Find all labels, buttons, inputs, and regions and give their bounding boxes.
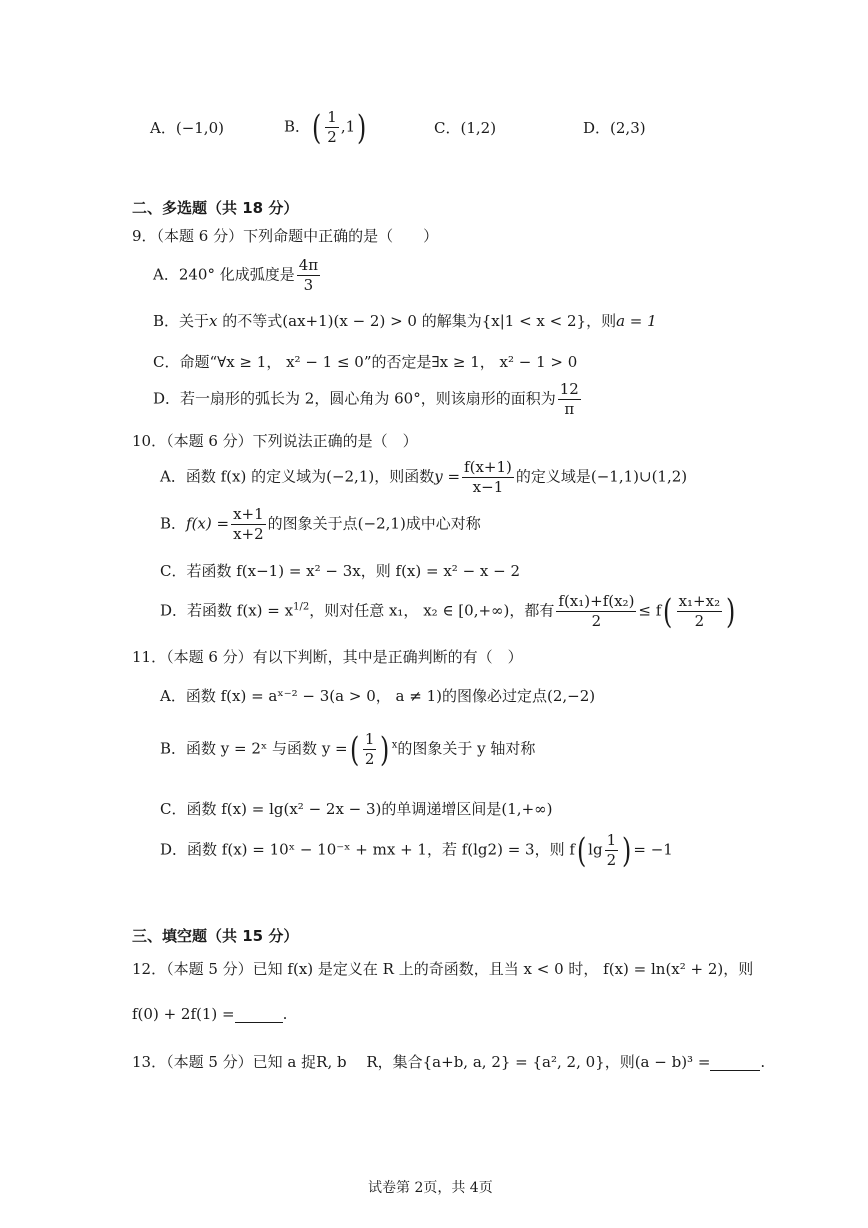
q9-stem: 9．（本题 6 分）下列命题中正确的是（ ） [132, 227, 439, 245]
q10-option-a: A．函数 f(x) 的定义域为(−2,1)，则函数y = $\frac{f(x+1)}{x-1}$ 的定义域是(−1,1)∪(1,2) [160, 458, 688, 496]
q8-option-c [434, 121, 496, 136]
q9-option-b: B．关于x 的不等式(ax+1)(x − 2) > 0 的解集为{x|1 < x < 2}，则a = 1 [153, 312, 657, 330]
section-3-title: 三、填空题（共 15 分） [132, 927, 299, 945]
q12-answer-blank[interactable] [235, 1007, 283, 1023]
q8-option-a-label: A． [150, 119, 176, 137]
q11-option-c: C．函数 f(x) = lg(x² − 2x − 3)的单调递增区间是(1,+∞) [160, 800, 553, 818]
q10-a-fraction: $\frac{f(x+1)}{x-1}$ [464, 458, 512, 496]
q10-option-b: B．f(x) = $\frac{x+1}{x+2}$ 的图象关于点(−2,1)成中心对称 [160, 505, 481, 543]
q11-d-fraction: $\frac{1}{2}$ [606, 831, 617, 869]
page-footer: 试卷第 2页，共 4页 [368, 1180, 493, 1196]
q12-line-1: 12．（本题 5 分）已知 f(x) 是定义在 R 上的奇函数，且当 x < 0 时， f(x) = ln(x² + 2)，则 [132, 960, 754, 978]
q8-option-b-rest: ,1 [340, 117, 356, 136]
q8-option-b: B．( $\frac{1}{2}$ ,1) [284, 107, 367, 148]
q8-option-b-label: B． [284, 117, 311, 136]
q10-option-c: C．若函数 f(x−1) = x² − 3x，则 f(x) = x² − x − 2 [160, 562, 521, 580]
q8-option-d-value: (2,3) [610, 119, 646, 137]
q12-line-2: f(0) + 2f(1) = . [132, 1005, 288, 1023]
q10-d-fraction: $\frac{\text{f(x₁)+f(x₂)}}{2}$ [558, 592, 635, 630]
q9-d-fraction: $\frac{12}{\pi}$ [559, 380, 579, 418]
q11-option-b: B．函数 y = 2ˣ 与函数 y =( $\frac{1}{2}$ ) $^x$的图象关于 y 轴对称 [160, 729, 536, 770]
q8-option-d-label: D． [583, 119, 611, 137]
q8-option-a-value: (−1,0) [175, 119, 224, 137]
q9-option-d: D．若一扇形的弧长为 2，圆心角为 60°，则该扇形的面积为 $\frac{12}{\pi}$ [153, 380, 579, 418]
q13-line: 13．（本题 5 分）已知 a 捉R, b R，集合{a+b, a, 2} = {a², 2, 0}，则(a − b)³ = . [132, 1053, 766, 1071]
q8-option-c-label: C． [434, 119, 461, 137]
q9-option-c: C．命题“∀x ≥ 1， x² − 1 ≤ 0”的否定是∃x ≥ 1， x² − 1 > 0 [153, 353, 578, 371]
q11-option-a: A．函数 f(x) = aˣ⁻² − 3(a > 0， a ≠ 1)的图像必过定点(2,−2) [160, 687, 596, 705]
section-2-title: 二、多选题（共 18 分） [132, 199, 299, 217]
q8-option-d [583, 121, 646, 136]
q10-b-fraction: $\frac{x+1}{x+2}$ [233, 505, 264, 543]
q10-d-fraction-2: $\frac{\text{x₁+x₂}}{2}$ [678, 592, 721, 630]
q8-option-a [150, 121, 224, 136]
q8-option-b-fraction: $\frac{1}{2}$ [327, 108, 337, 146]
q11-option-d: D．函数 f(x) = 10ˣ − 10⁻ˣ + mx + 1，若 f(lg2) = 3，则 f( lg $\frac{1}{2}$ ) = −1 [160, 830, 673, 871]
q8-option-c-value: (1,2) [460, 119, 497, 137]
q9-a-fraction: $\frac{4\pi}{3}$ [298, 256, 319, 294]
q10-stem: 10．（本题 6 分）下列说法正确的是（ ） [132, 432, 418, 450]
q13-answer-blank[interactable] [710, 1055, 760, 1071]
q11-stem: 11．（本题 6 分）有以下判断，其中是正确判断的有（ ） [132, 648, 523, 666]
q10-option-d: D．若函数 $f(x) = x^{1/2}$，则对任意 x₁， x₂ ∈ [0,+∞)，都有 $\frac{\text{f(x₁)+f(x₂)}}{2}$ ≤ f( $\frac{\text{x₁+x₂}}{2}$ ) [160, 591, 736, 632]
q9-option-a: A．240° 化成弧度是 $\frac{4\pi}{3}$ [153, 256, 319, 294]
q11-b-fraction: $\frac{1}{2}$ [364, 730, 375, 768]
